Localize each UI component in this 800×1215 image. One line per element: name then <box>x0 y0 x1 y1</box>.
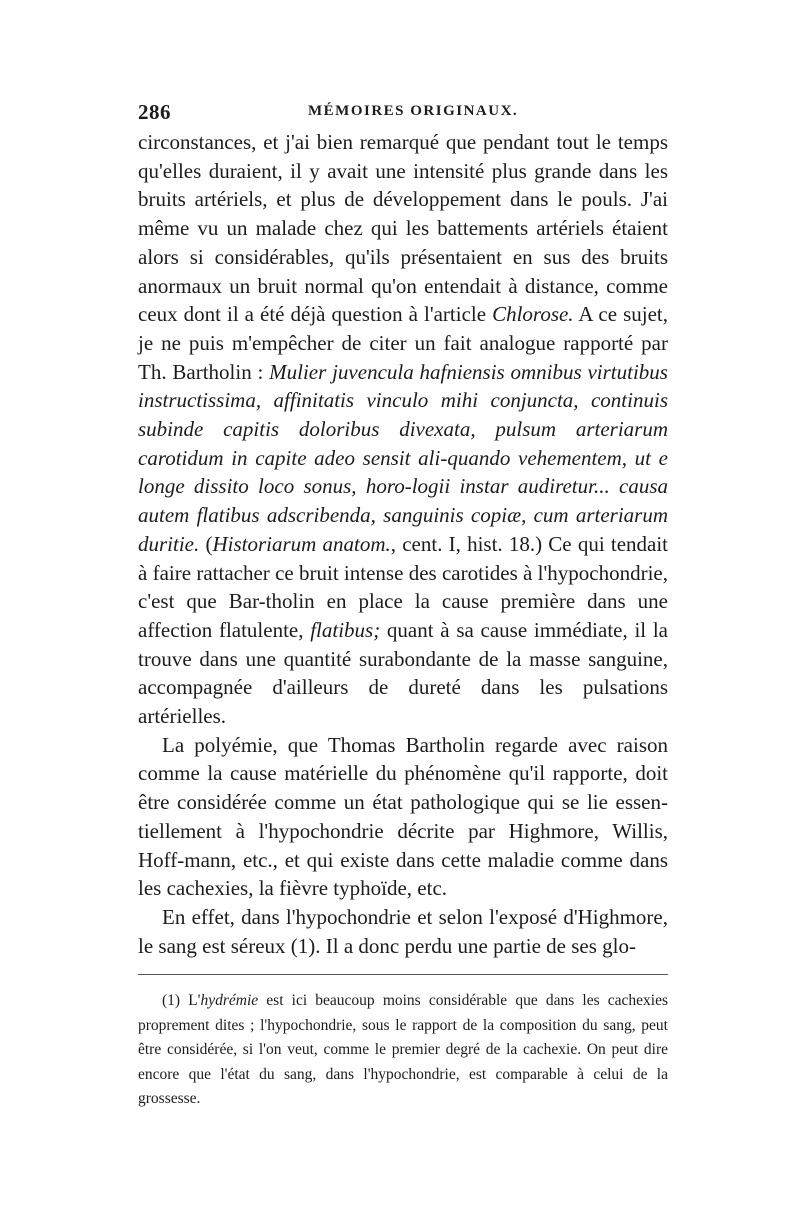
italic-segment: Chlorose. <box>492 302 574 327</box>
text-segment: , cent. I, hist. 18.) Ce qui tendait à faire rattacher ce bruit intense des carotides à l'hypochondrie, c'est que Bar-tholin en place la cause première dans une affection flatulente, <box>138 531 668 642</box>
text-segment: En effet, dans l'hypochondrie et selon l'exposé d'Highmore, le sang est séreux (1). Il a donc perdu une partie de ses glo- <box>138 904 668 958</box>
running-head: MÉMOIRES ORIGINAUX. <box>308 103 519 119</box>
paragraph-2 <box>138 731 668 903</box>
text-segment: circonstances, et j'ai bien remarqué que pendant tout le temps qu'elles duraient, il y avait une intensité plus grande dans les bruits artériels, et plus de développement dans le pouls. J'ai même vu un malade chez qui les battements artériels étaient alors si considérables, qu'ils présentaient en sus des bruits anormaux un bruit normal qu'on entendait à distance, comme ceux dont il a été déjà question à l'article <box>138 130 668 327</box>
latin-quotation: Mulier juvencula hafniensis omnibus virtutibus instructissima, affinitatis vinculo mihi conjuncta, continuis subinde capitis doloribus divexata, pulsum arteriarum carotidum in capite adeo sensit ali-quando vehementem, ut e longe dissito loco sonus, horo-logii instar audiretur... causa autem flatibus adscribenda, sanguinis copiæ, cum arteriarum duritie. <box>138 359 668 556</box>
text-segment: A ce sujet, je ne puis m'empêcher de citer un fait analogue rapporté par Th. Bartholin : <box>138 302 668 384</box>
book-page <box>138 100 668 1112</box>
page-header <box>138 100 668 126</box>
paragraph-1 <box>138 128 668 731</box>
footnote <box>138 989 668 1112</box>
text-segment: ( <box>199 531 213 556</box>
text-segment: quant à sa cause immédiate, il la trouve dans une quantité surabondante de la masse sanguine, accompagnée d'ailleurs de dureté dans les pulsations artérielles. <box>138 617 668 729</box>
text-segment: La polyémie, que Thomas Bartholin regarde avec raison comme la cause matérielle du phénomène qu'il rapporte, doit être considérée comme un état pathologique qui se lie essen-tiellement à l'hypochondrie décrite par Highmore, Willis, Hoff-mann, etc., et qui existe dans cette maladie comme dans les cachexies, la fièvre typhoïde, etc. <box>138 732 668 901</box>
footnote-divider <box>138 974 668 975</box>
italic-segment: flatibus; <box>310 617 381 642</box>
page-number: 286 <box>138 100 171 124</box>
paragraph-3 <box>138 903 668 960</box>
footnote-text: est ici beaucoup moins considérable que dans les cachexies proprement dites ; l'hypochondrie, sous le rapport de la composition du sang, peut être considérée, si l'on veut, comme le premier degré de la cachexie. On peut dire encore que l'état du sang, dans l'hypochondrie, est comparable à celui de la grossesse. <box>138 992 668 1108</box>
italic-segment: hydrémie <box>200 992 259 1010</box>
citation-title: Historiarum anatom. <box>212 531 391 556</box>
body-text <box>138 128 668 960</box>
footnote-marker: (1) L' <box>162 992 201 1010</box>
